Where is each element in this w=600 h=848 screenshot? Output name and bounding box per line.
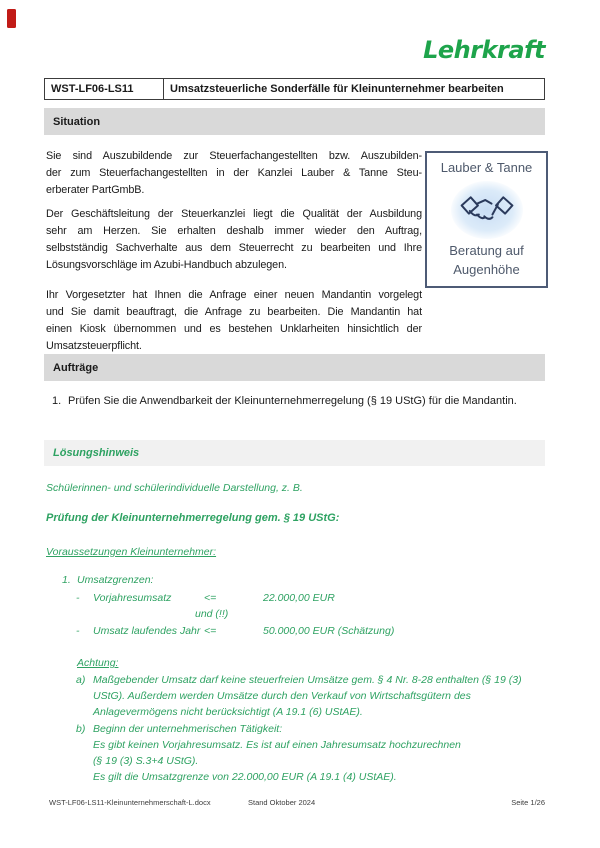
text-line: Es gilt die Umsatzgrenze von 22.000,00 EUR (A 19.1 (4) UStAE). bbox=[93, 771, 397, 783]
text-line: (§ 19 (3) S.3+4 UStG). bbox=[93, 755, 199, 767]
text-line: Umsatzsteuerpflicht. bbox=[46, 340, 142, 352]
attention-label: Achtung: bbox=[77, 657, 119, 669]
situation-paragraph-2 bbox=[46, 206, 422, 274]
limit-value: 22.000,00 EUR bbox=[263, 592, 335, 604]
connector-text: und (!!) bbox=[195, 608, 229, 620]
point-marker: b) bbox=[76, 723, 86, 735]
text-line: sehr am Herzen. Sie erhalten deshalb immer wieder den Auftrag, bbox=[46, 225, 422, 237]
text-line: Es gibt keinen Vorjahresumsatz. Es ist auf einen Jahresumsatz hochzurechnen bbox=[93, 739, 461, 751]
text-line: erberater PartGmbB. bbox=[46, 184, 145, 196]
list-number: 1. bbox=[62, 574, 71, 586]
situation-text bbox=[46, 148, 422, 355]
tagline-line-1: Beratung auf bbox=[449, 243, 524, 258]
task-item-number: 1. bbox=[52, 395, 62, 407]
text-line: Maßgebender Umsatz darf keine steuerfreien Umsätze gem. § 4 Nr. 8-28 enthalten (§ 19 (3) bbox=[93, 674, 522, 686]
footer-page-number: Seite 1/26 bbox=[511, 798, 545, 807]
text-line: Ihr Vorgesetzter hat Ihnen die Anfrage einer neuen Mandantin vorgelegt bbox=[46, 289, 422, 301]
header-table bbox=[44, 78, 545, 100]
solution-subtitle: Voraussetzungen Kleinunternehmer: bbox=[46, 546, 217, 558]
text-line: Anlagevermögens nicht berücksichtigt (A 19.1 (6) UStAE). bbox=[93, 706, 363, 718]
situation-paragraph-1 bbox=[46, 148, 422, 199]
bullet-dash: - bbox=[76, 625, 80, 637]
section-heading-situation bbox=[44, 108, 545, 135]
limit-row-connector bbox=[44, 608, 545, 624]
text-line: Beginn der unternehmerischen Tätigkeit: bbox=[93, 723, 283, 735]
text-line: einen Kiosk übernommen und es bestehen Unklarheiten hinsichtlich der bbox=[46, 323, 422, 335]
task-item-1 bbox=[52, 395, 552, 407]
task-item-text: Prüfen Sie die Anwendbarkeit der Kleinunternehmerregelung (§ 19 UStG) für die Mandantin. bbox=[68, 395, 517, 407]
handshake-icon bbox=[455, 187, 519, 233]
limit-row-prior-year bbox=[44, 592, 545, 608]
solution-intro: Schülerinnen- und schülerindividuelle Darstellung, z. B. bbox=[46, 482, 303, 494]
point-b-text bbox=[93, 721, 461, 785]
client-logo-card bbox=[425, 151, 548, 288]
lesson-code: WST-LF06-LS11 bbox=[45, 79, 164, 99]
tagline-line-2: Augenhöhe bbox=[453, 262, 520, 277]
text-line: UStG). Außerdem werden Umsätze durch den Verkauf von Wirtschaftsgütern des bbox=[93, 690, 471, 702]
solution-list-item bbox=[62, 574, 153, 586]
auftraege-heading-label: Aufträge bbox=[53, 361, 99, 374]
text-line: und Sie damit beauftragt, die Anfrage zu bearbeiten. Die Mandantin hat bbox=[46, 306, 422, 318]
loesungshinweis-heading-label: Lösungshinweis bbox=[53, 447, 140, 459]
brand-logo-lehrkraft: Lehrkraft bbox=[423, 36, 545, 64]
handshake-icon-svg bbox=[458, 190, 516, 230]
point-a-text bbox=[93, 672, 522, 720]
solution-point-a bbox=[76, 672, 522, 720]
limit-label: Umsatz laufendes Jahr bbox=[93, 625, 201, 637]
text-line: Sie sind Auszubildende zur Steuerfachangestellten bzw. Auszubilden- bbox=[46, 150, 422, 162]
footer-version-date: Stand Oktober 2024 bbox=[248, 798, 316, 807]
situation-paragraph-3 bbox=[46, 287, 422, 355]
page-footer bbox=[44, 798, 545, 810]
footer-filename: WST-LF06-LS11-Kleinunternehmerschaft-L.docx bbox=[49, 798, 211, 807]
situation-heading-label: Situation bbox=[53, 115, 101, 128]
text-line: selbstständig Sachverhalte aus dem Steuerrecht zu bearbeiten und Ihre bbox=[46, 242, 422, 254]
limit-value: 50.000,00 EUR (Schätzung) bbox=[263, 625, 395, 637]
client-name: Lauber & Tanne bbox=[440, 160, 533, 175]
limit-label: Vorjahresumsatz bbox=[93, 592, 172, 604]
text-line: Der Geschäftsleitung der Steuerkanzlei liegt die Qualität der Ausbildung bbox=[46, 208, 422, 220]
limit-operator: <= bbox=[204, 592, 217, 604]
text-line: Lösungsvorschläge im Azubi-Handbuch abzulegen. bbox=[46, 259, 287, 271]
limit-operator: <= bbox=[204, 625, 217, 637]
section-heading-auftraege bbox=[44, 354, 545, 381]
lesson-title: Umsatzsteuerliche Sonderfälle für Kleinunternehmer bearbeiten bbox=[170, 83, 504, 95]
solution-title: Prüfung der Kleinunternehmerregelung gem. § 19 UStG: bbox=[46, 512, 340, 524]
list-label: Umsatzgrenzen: bbox=[77, 574, 154, 586]
red-marker-icon bbox=[7, 9, 16, 28]
section-heading-loesungshinweis bbox=[44, 440, 545, 466]
solution-point-b bbox=[76, 721, 461, 785]
limits-table bbox=[44, 592, 545, 644]
client-tagline bbox=[427, 241, 546, 279]
point-marker: a) bbox=[76, 674, 86, 686]
limit-row-current-year bbox=[44, 625, 545, 641]
bullet-dash: - bbox=[76, 592, 80, 604]
text-line: der zum Steuerfachangestellten in der Kanzlei Lauber & Tanne Steu- bbox=[46, 167, 422, 179]
